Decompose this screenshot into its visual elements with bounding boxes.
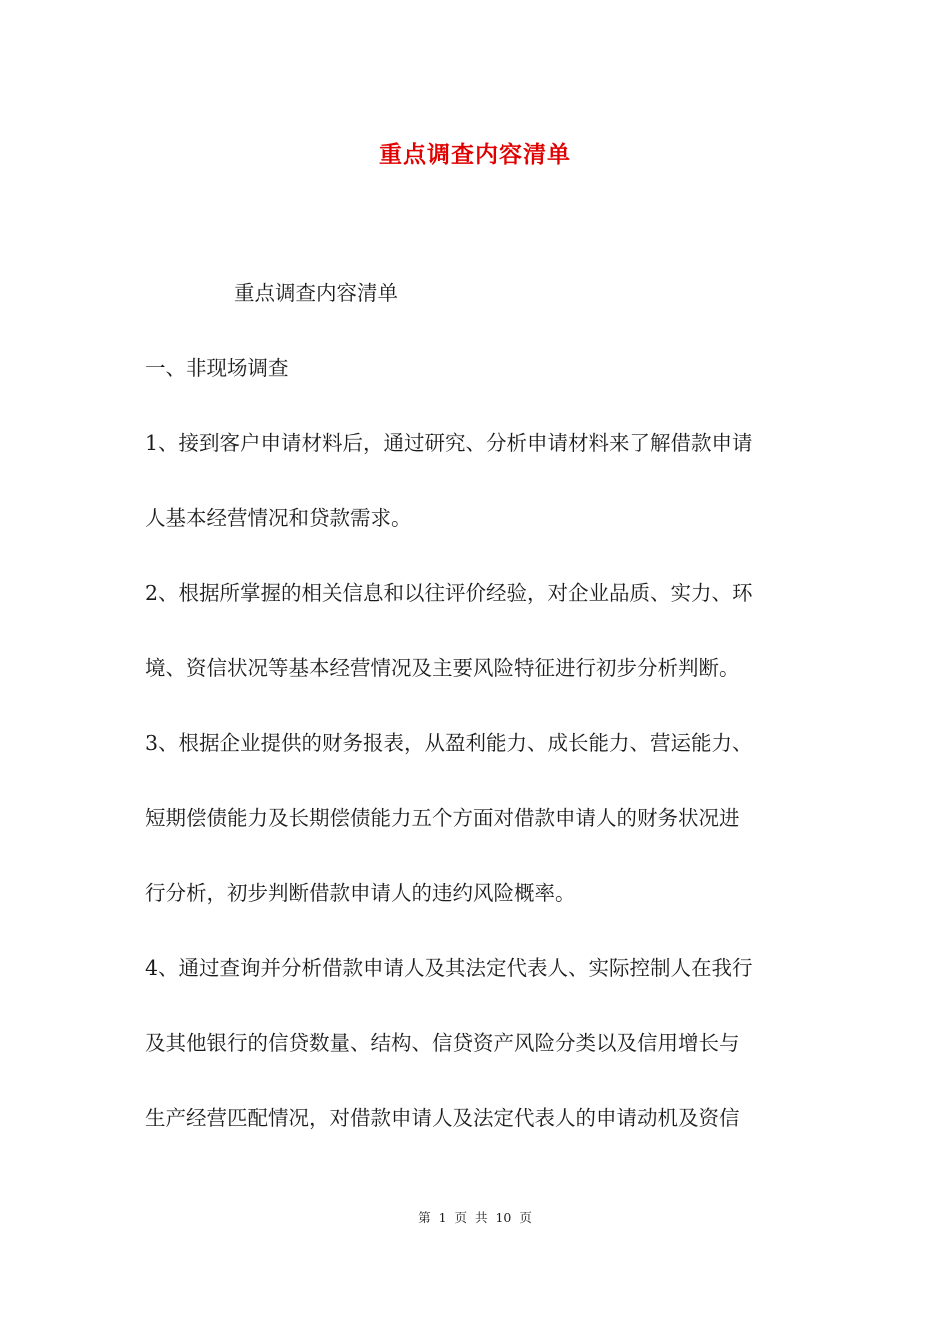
paragraph-line: 1、接到客户申请材料后，通过研究、分析申请材料来了解借款申请 (145, 431, 753, 455)
paragraph-line: 4、通过查询并分析借款申请人及其法定代表人、实际控制人在我行 (145, 956, 753, 980)
page-number-footer: 第 1 页 共 10 页 (418, 1210, 532, 1225)
paragraph-line: 3、根据企业提供的财务报表，从盈利能力、成长能力、营运能力、 (145, 731, 753, 755)
document-subtitle: 重点调查内容清单 (234, 281, 398, 305)
paragraph-line: 及其他银行的信贷数量、结构、信贷资产风险分类以及信用增长与 (145, 1031, 740, 1055)
document-title: 重点调查内容清单 (379, 141, 571, 168)
paragraph-line: 生产经营匹配情况，对借款申请人及法定代表人的申请动机及资信 (145, 1106, 740, 1130)
paragraph-line: 短期偿债能力及长期偿债能力五个方面对借款申请人的财务状况进 (145, 806, 740, 830)
paragraph-line: 2、根据所掌握的相关信息和以往评价经验，对企业品质、实力、环 (145, 581, 753, 605)
paragraph-line: 境、资信状况等基本经营情况及主要风险特征进行初步分析判断。 (145, 656, 740, 680)
section-heading: 一、非现场调查 (145, 356, 289, 380)
paragraph-line: 行分析，初步判断借款申请人的违约风险概率。 (145, 881, 576, 905)
paragraph-line: 人基本经营情况和贷款需求。 (145, 506, 412, 530)
